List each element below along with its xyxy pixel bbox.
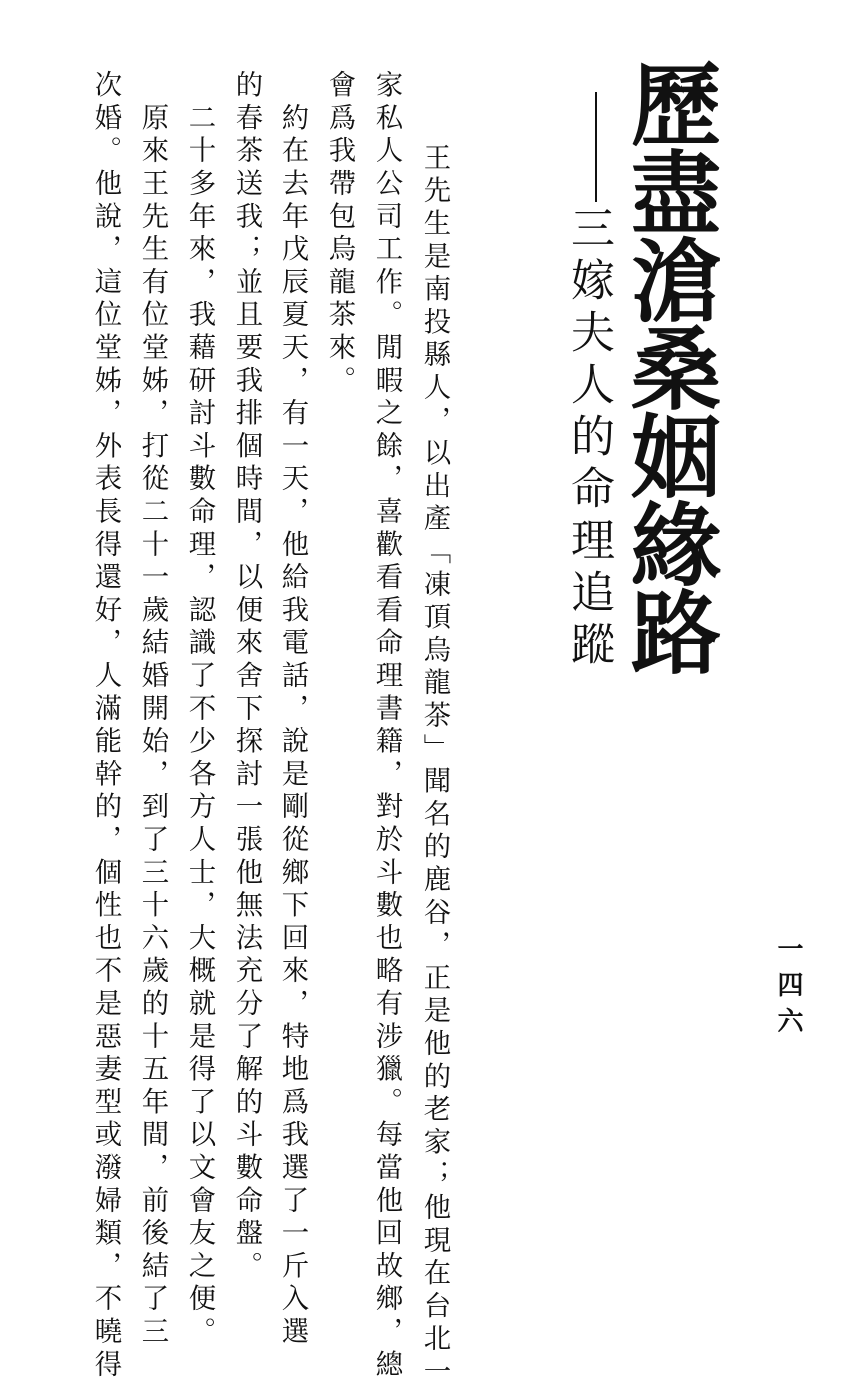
page-number: 一四六 [773,935,803,1043]
body-column-8: 次婚。他說，這位堂姊，外表長得還好，人滿能幹的，個性也不是惡妻型或潑婦類，不曉得 [89,70,121,1382]
body-column-1: 王先生是南投縣人，以出產「凍頂烏龍茶」聞名的鹿谷，正是他的老家；他現在台北一 [418,110,450,1389]
body-column-4: 約在去年戊辰夏天，有一天，他給我電話，說是剛從鄉下回來，特地爲我選了一斤入選 [276,70,308,1350]
body-column-6: 二十多年來，我藉研討斗數命理，認識了不少各方人士，大概就是得了以文會友之便。 [183,70,215,1350]
body-column-5: 的春茶送我；並且要我排個時間，以便來舍下探討一張他無法充分了解的斗數命盤。 [230,70,262,1284]
body-column-2: 家私人公司工作。閒暇之餘，喜歡看看命理書籍，對於斗數也略有涉獵。每當他回故鄉，總 [370,70,402,1382]
chapter-subtitle: 三嫁夫人的命理追蹤 [563,205,614,673]
chapter-title: 歷盡滄桑姻緣路 [615,58,720,674]
body-column-3: 會爲我帶包烏龍茶來。 [323,70,355,398]
body-column-7: 原來王先生有位堂姊，打從二十一歲結婚開始，到了三十六歲的十五年間，前後結了三 [136,70,168,1350]
subtitle-dash [595,92,597,202]
